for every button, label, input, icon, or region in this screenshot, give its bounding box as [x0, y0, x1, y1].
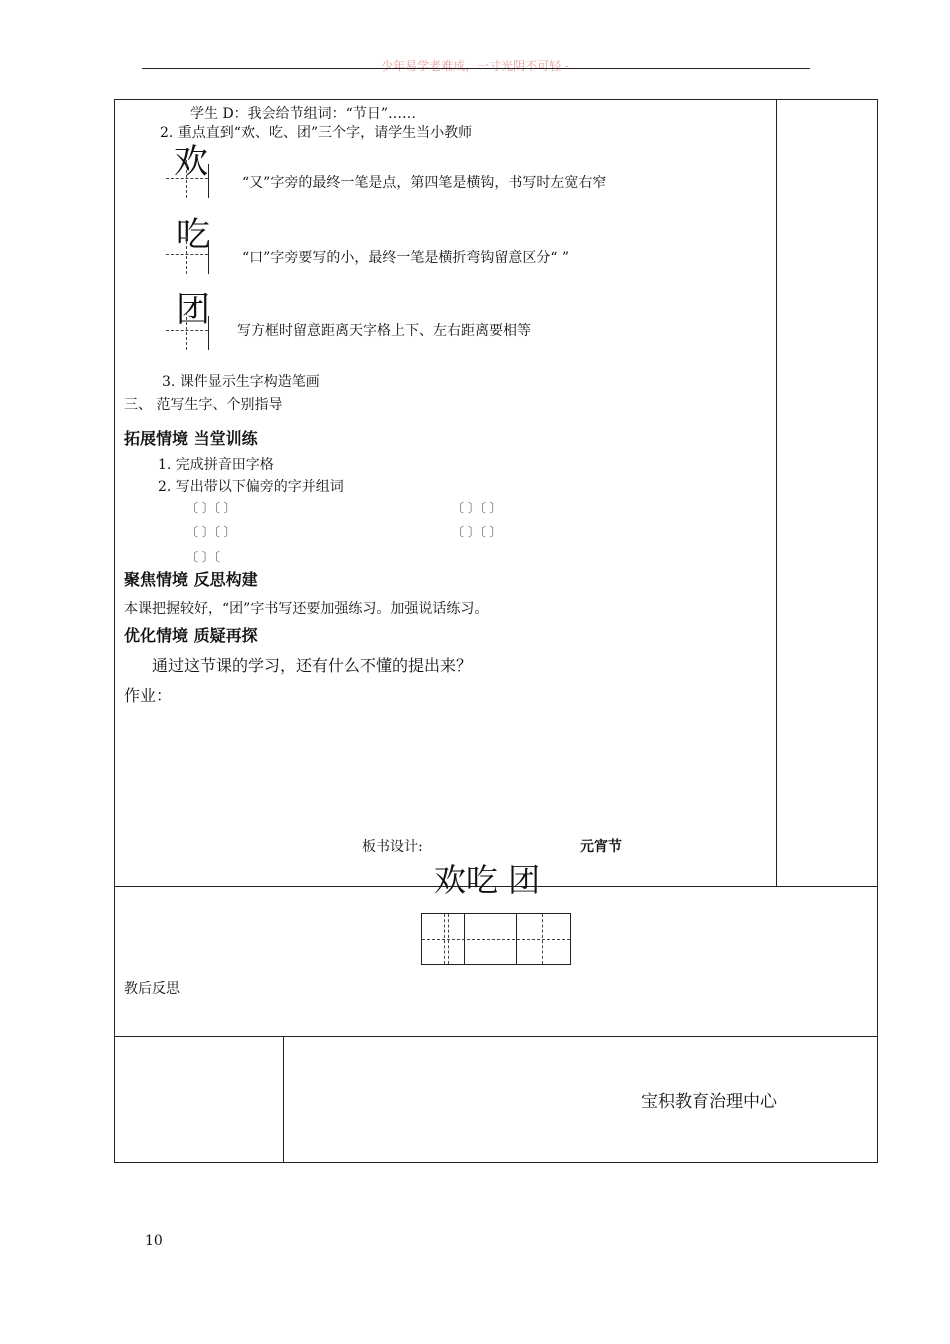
- board-title: 元宵节: [580, 839, 622, 855]
- focus-heading: 聚焦情境 反思构建: [124, 570, 258, 589]
- expand-heading: 拓展情境 当堂训练: [124, 429, 258, 448]
- brackets-row-1a: 〔 〕〔 〕: [186, 501, 236, 515]
- table-footer-column-divider: [283, 1036, 284, 1162]
- char-note-chi: “口”字旁要写的小，最终一笔是横折弯钩留意区分“ ”: [242, 250, 570, 266]
- char-note-huan: “又”字旁的最终一笔是点，第四笔是横钩，书写时左宽右窄: [242, 175, 607, 191]
- brackets-row-1b: 〔 〕〔 〕: [452, 501, 502, 515]
- tianzige-grid: [166, 312, 210, 350]
- section-3: 三、 范写生字、个别指导: [124, 397, 283, 413]
- board-chars: 欢吃 团: [434, 861, 541, 899]
- step-2: 2. 重点直到“欢、吃、团”三个字，请学生当小教师: [160, 125, 473, 141]
- expand-item-1: 1. 完成拼音田字格: [158, 457, 274, 473]
- expand-item-2: 2. 写出带以下偏旁的字并组词: [158, 479, 344, 495]
- student-d-line: 学生 D：我会给节组词：“节日”……: [190, 106, 416, 122]
- brackets-row-3: 〔 〕〔: [186, 550, 220, 564]
- practice-char-tuan: 团: [176, 290, 210, 330]
- practice-char-huan: 欢: [174, 142, 208, 182]
- practice-char-chi: 吃: [176, 215, 210, 255]
- optimize-heading: 优化情境 质疑再探: [124, 626, 258, 645]
- board-label: 板书设计:: [362, 839, 423, 855]
- step-3: 3. 课件显示生字构造笔画: [162, 374, 320, 390]
- tianzige-grid: [166, 236, 210, 274]
- optimize-text: 通过这节课的学习，还有什么不懂的提出来？: [152, 656, 473, 675]
- homework-label: 作业：: [124, 686, 173, 705]
- table-right-column-divider: [776, 99, 777, 886]
- brackets-row-2a: 〔 〕〔 〕: [186, 525, 236, 539]
- tianzige-grid: [166, 160, 210, 198]
- char-note-tuan: 写方框时留意距离天字格上下、左右距离要相等: [237, 323, 531, 339]
- writing-grid: [421, 913, 571, 965]
- brackets-row-2b: 〔 〕〔 〕: [452, 525, 502, 539]
- org-name: 宝积教育治理中心: [641, 1092, 777, 1112]
- header-rule: [142, 68, 810, 69]
- table-row-divider-2: [114, 1036, 877, 1037]
- focus-text: 本课把握较好，“团”字书写还要加强练习。加强说话练习。: [124, 601, 489, 617]
- header-motto: 少年易学老难成，一寸光阴不可轻 -: [381, 59, 569, 73]
- page-number: 10: [145, 1233, 163, 1249]
- reflection-label: 教后反思: [124, 981, 180, 997]
